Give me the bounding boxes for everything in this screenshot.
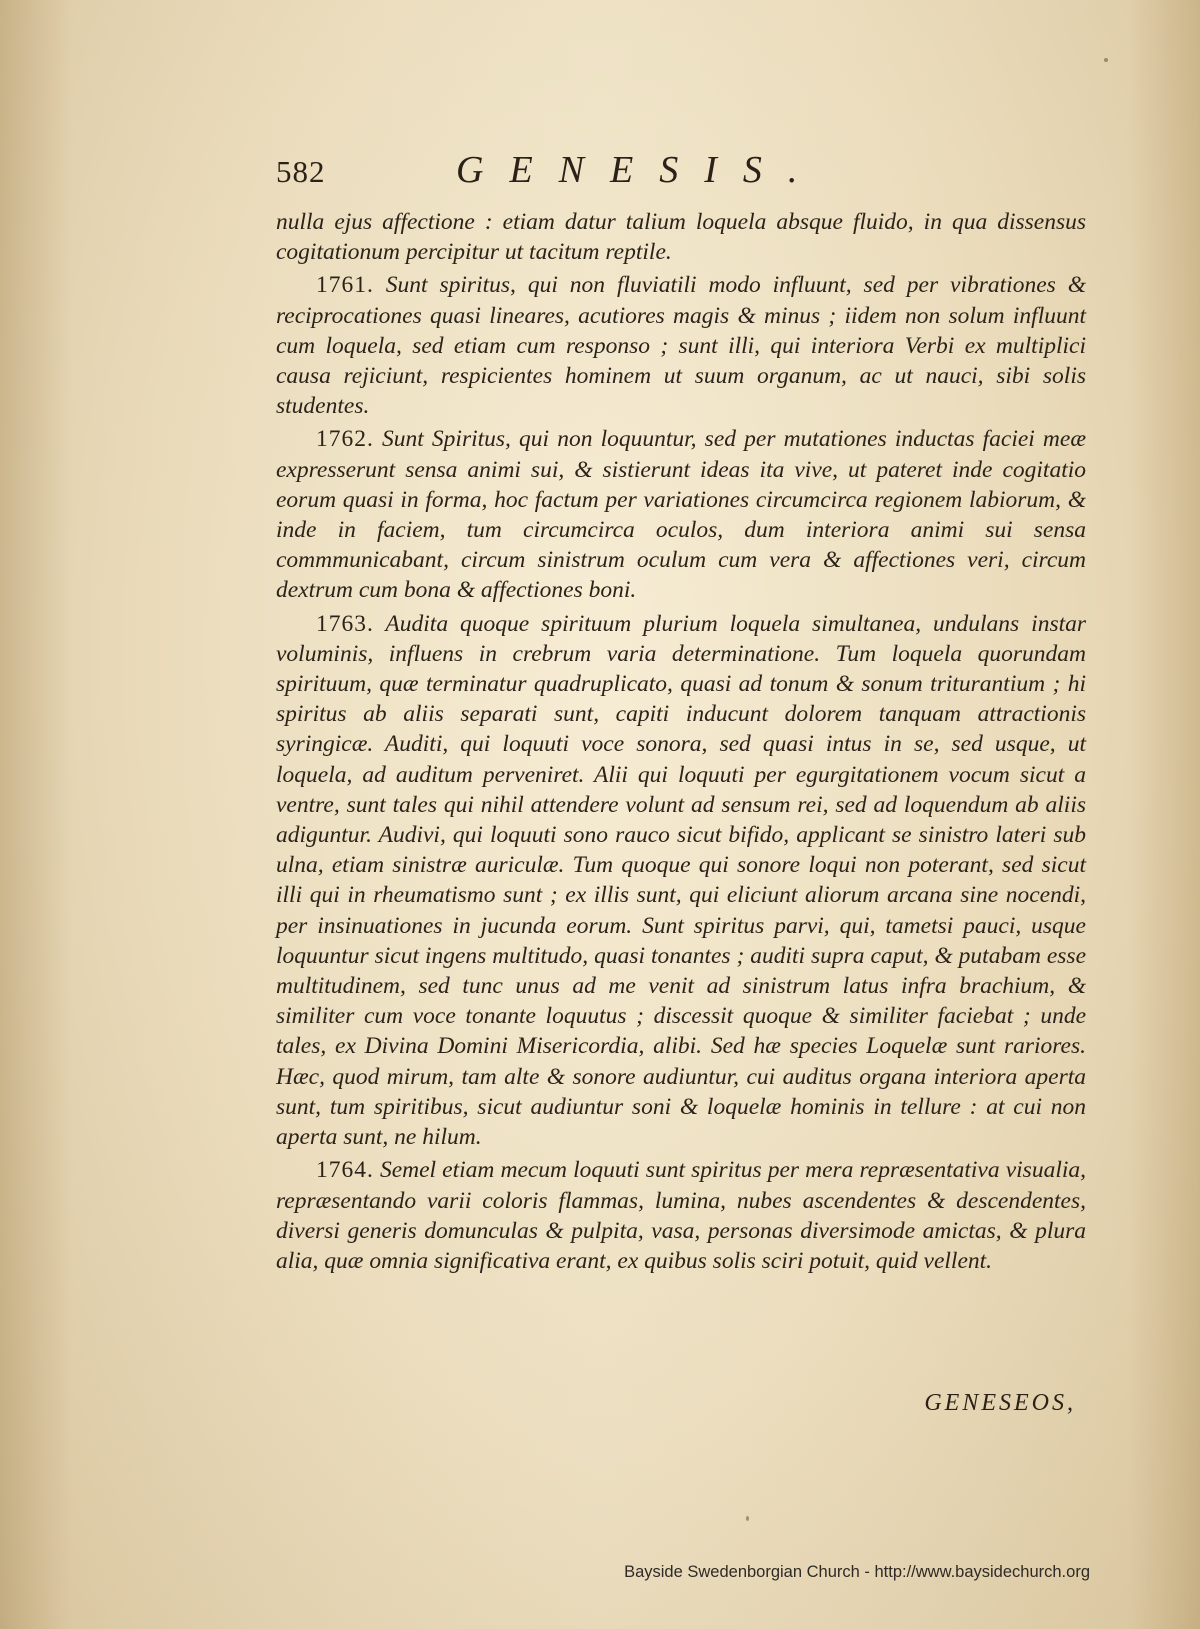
paper-speck: [1104, 58, 1108, 62]
page-number: 582: [276, 154, 326, 189]
paragraph-text: Sunt Spiritus, qui non loquuntur, sed per mutationes inductas faciei meæ expresserunt sensa animi sui, & sistierunt ideas ita vive, ut pateret inde cogitatio eorum quasi in forma, hoc factum per variationes circumcirca regionem labiorum, & inde in faciem, tum circumcirca oculos, dum interiora animi sui sensa commmunicabant, circum sinistrum oculum cum vera & affectiones veri, circum dextrum cum bona & affectiones boni.: [276, 426, 1087, 604]
paragraph-text: Semel etiam mecum loquuti sunt spiritus per mera repræsentativa visualia, repræsentando varii coloris flammas, lumina, nubes ascendentes & descendentes, diversi generis domunculas & pulpita, vasa, personas diversimode amictas, & plura alia, quæ omnia significativa erant, ex quibus solis sciri potuit, quid vellent.: [276, 1157, 1086, 1274]
paragraph-number: 1763.: [316, 610, 374, 637]
paragraph-text: Audita quoque spirituum plurium loquela simultanea, undulans instar voluminis, influens in crebrum varia determinatione. Tum loquela quorundam spirituum, quæ terminatur quadruplicato, quasi ad tonum & sonum triturantium ; hi spiritus ab aliis separati sunt, capiti inducunt dolorem tanquam attractionis syringicæ. Auditi, qui loquuti voce sonora, sed quasi intus in se, sed usque, ut loquela, ad auditum perveniret. Alii qui loquuti per egurgitationem vocum sicut a ventre, sunt tales qui nihil attendere volunt ad sensum rei, sed ad loquendum ab aliis adiguntur. Audivi, qui loquuti sono rauco sicut bifido, applicant se sinistro lateri sub ulna, etiam sinistræ auriculæ. Tum quoque qui sonore loqui non poterant, sed sicut illi qui in rheumatismo sunt ; ex illis sunt, qui eliciunt aliorum arcana sine nocendi, per insinuationes in jucunda eorum. Sunt spiritus parvi, qui, tametsi pauci, usque loquuntur sicut ingens multitudo, quasi tonantes ; auditi supra caput, & putabam esse multitudinem, sed tunc unus ad me venit ad sinistrum latus infra brachium, & similiter cum voce tonante loquutus ; discessit quoque & similiter faciebat ; unde tales, ex Divina Domini Misericordia, alibi. Sed hæ species Loquelæ sunt rariores. Hæc, quod mirum, tam alte & sonore audiuntur, cui auditus organa interiora aperta sunt, tum spiritibus, sicut audiuntur soni & loquelæ hominis in tellure : at cui non aperta sunt, ne hilum.: [276, 610, 1087, 1151]
paragraph-text: Sunt spiritus, qui non fluviatili modo influunt, sed per vibrationes & reciprocationes quasi lineares, acutiores magis & minus ; iidem non solum influunt cum loquela, sed etiam cum responso ; sunt illi, qui interiora Verbi ex multiplici causa rejiciunt, respicientes hominem ut suum organum, ac ut nauci, sibi solis studentes.: [276, 272, 1086, 420]
running-title: GENESIS.: [456, 149, 824, 191]
paragraph-1761: [276, 270, 1086, 421]
paragraph-1764: [276, 1155, 1086, 1276]
paragraph-1762: [276, 424, 1086, 605]
paragraph-number: 1762.: [316, 426, 374, 453]
paper-speck: [746, 1516, 749, 1521]
paragraph-number: 1764.: [316, 1157, 374, 1184]
catchword: GENESEOS,: [924, 1390, 1076, 1416]
page-header: [276, 148, 916, 198]
watermark-credit: Bayside Swedenborgian Church - http://www.baysidechurch.org: [624, 1563, 1090, 1581]
body-text: [276, 207, 1086, 1276]
paragraph-1763: [276, 609, 1086, 1153]
opening-lines: nulla ejus affectione : etiam datur talium loquela absque fluido, in qua dissensus cogitationum percipitur ut tacitum reptile.: [276, 209, 1086, 266]
paragraph-number: 1761.: [316, 272, 374, 299]
